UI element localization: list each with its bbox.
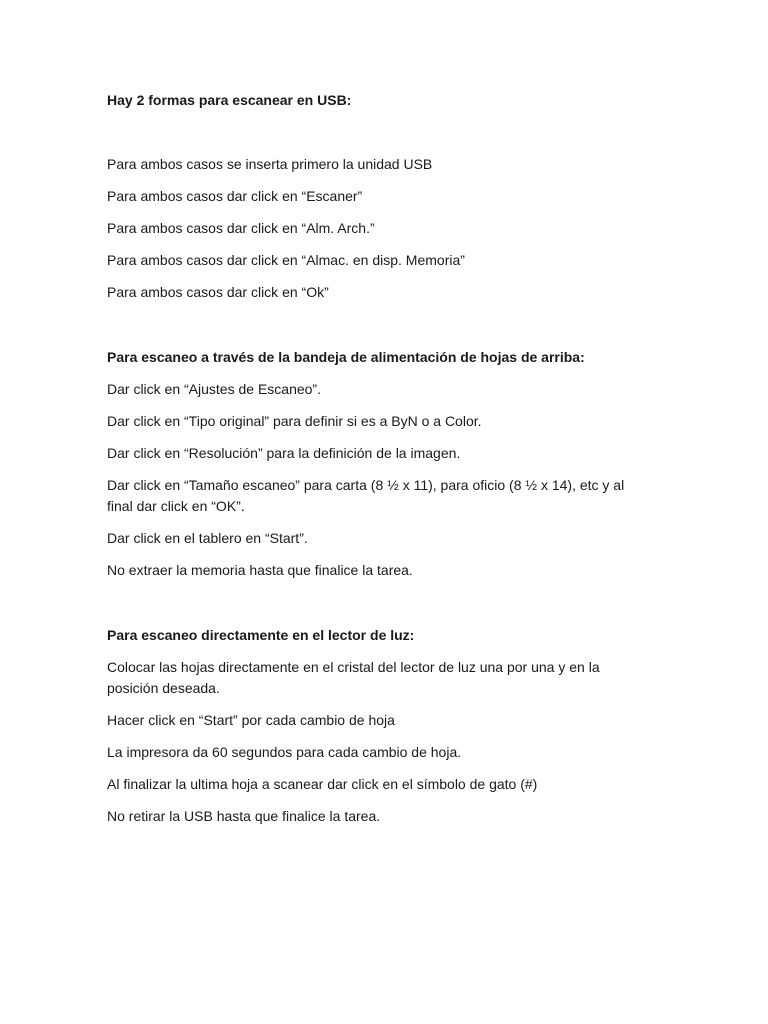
tray-step: Dar click en “Tipo original” para definir si es a ByN o a Color. bbox=[107, 413, 482, 429]
common-step: Para ambos casos dar click en “Ok” bbox=[107, 284, 329, 300]
section-tray-heading: Para escaneo a través de la bandeja de alimentación de hojas de arriba: bbox=[107, 349, 585, 365]
glass-step: La impresora da 60 segundos para cada cambio de hoja. bbox=[107, 744, 462, 760]
glass-step: No retirar la USB hasta que finalice la tarea. bbox=[107, 808, 381, 824]
common-step: Para ambos casos dar click en “Almac. en disp. Memoria” bbox=[107, 252, 465, 268]
document-page bbox=[107, 90, 647, 838]
tray-step: Dar click en “Tamaño escaneo” para carta (8 ½ x 11), para oficio (8 ½ x 14), etc y al final dar click en “OK”. bbox=[107, 477, 625, 514]
glass-step: Hacer click en “Start” por cada cambio de hoja bbox=[107, 712, 395, 728]
glass-step: Colocar las hojas directamente en el cristal del lector de luz una por una y en la posición deseada. bbox=[107, 659, 600, 696]
section-spacer bbox=[107, 314, 647, 347]
common-step: Para ambos casos dar click en “Escaner” bbox=[107, 188, 363, 204]
section-glass-heading: Para escaneo directamente en el lector de luz: bbox=[107, 627, 415, 643]
common-steps-list bbox=[107, 154, 647, 303]
section-glass bbox=[107, 625, 647, 827]
tray-step: Dar click en “Resolución” para la definición de la imagen. bbox=[107, 445, 461, 461]
common-step: Para ambos casos se inserta primero la unidad USB bbox=[107, 156, 433, 172]
section-spacer bbox=[107, 592, 647, 625]
tray-step: No extraer la memoria hasta que finalice la tarea. bbox=[107, 562, 413, 578]
section-tray bbox=[107, 347, 647, 581]
glass-step: Al finalizar la ultima hoja a scanear dar click en el símbolo de gato (#) bbox=[107, 776, 538, 792]
tray-step: Dar click en el tablero en “Start”. bbox=[107, 530, 308, 546]
common-step: Para ambos casos dar click en “Alm. Arch.” bbox=[107, 220, 375, 236]
tray-step: Dar click en “Ajustes de Escaneo”. bbox=[107, 381, 321, 397]
document-title: Hay 2 formas para escanear en USB: bbox=[107, 92, 352, 108]
